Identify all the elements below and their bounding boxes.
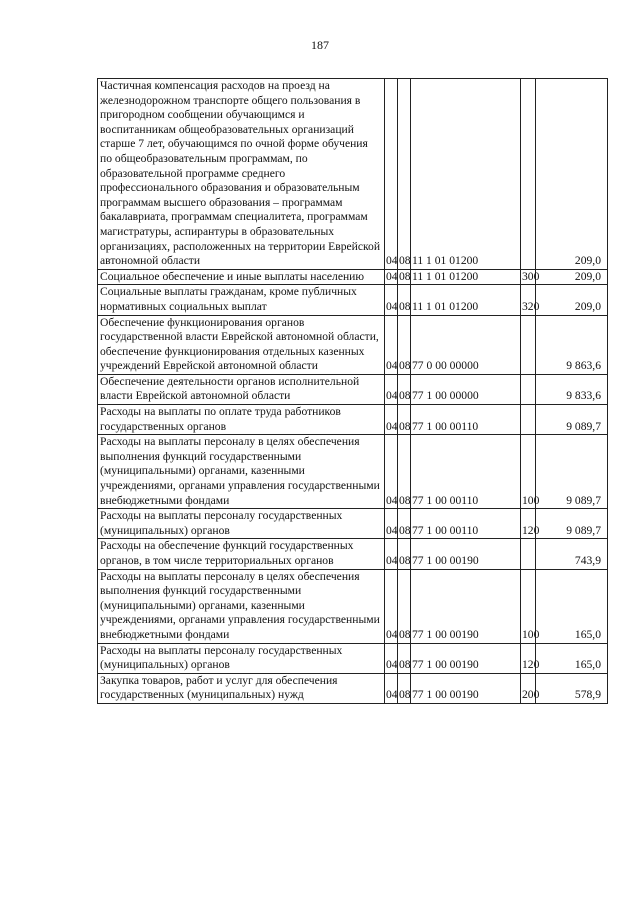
section-code: 04 (385, 315, 398, 374)
amount: 209,0 (536, 79, 608, 270)
expense-name: Расходы на выплаты персоналу в целях обеспечения выполнения функций государственными (муниципальными) органами, казенными учреждениями, органами управления государственными внебюджетными фондами (98, 569, 385, 643)
target-article-code: 77 1 00 00000 (411, 374, 521, 404)
expense-name: Социальное обеспечение и иные выплаты населению (98, 269, 385, 285)
expense-type-code: 200 (521, 673, 536, 703)
amount: 9 089,7 (536, 509, 608, 539)
expense-name: Расходы на выплаты по оплате труда работников государственных органов (98, 405, 385, 435)
expense-name: Расходы на обеспечение функций государственных органов, в том числе территориальных органов (98, 539, 385, 569)
target-article-code: 11 1 01 01200 (411, 79, 521, 270)
expense-name: Обеспечение деятельности органов исполнительной власти Еврейской автономной области (98, 374, 385, 404)
amount: 9 089,7 (536, 435, 608, 509)
table-row (98, 285, 608, 315)
expense-type-code: 120 (521, 509, 536, 539)
expense-type-code (521, 374, 536, 404)
target-article-code: 77 1 00 00110 (411, 405, 521, 435)
expense-type-code (521, 405, 536, 435)
budget-table (97, 78, 608, 704)
expense-type-code: 320 (521, 285, 536, 315)
section-code: 04 (385, 374, 398, 404)
expense-name: Закупка товаров, работ и услуг для обеспечения государственных (муниципальных) нужд (98, 673, 385, 703)
table-row (98, 673, 608, 703)
section-code: 04 (385, 435, 398, 509)
amount: 209,0 (536, 285, 608, 315)
expense-name: Расходы на выплаты персоналу государственных (муниципальных) органов (98, 509, 385, 539)
expense-type-code: 120 (521, 643, 536, 673)
target-article-code: 77 1 00 00110 (411, 509, 521, 539)
section-code: 04 (385, 79, 398, 270)
expense-name: Расходы на выплаты персоналу в целях обеспечения выполнения функций государственными (муниципальными) органами, казенными учреждениями, органами управления государственными внебюджетными фондами (98, 435, 385, 509)
target-article-code: 11 1 01 01200 (411, 269, 521, 285)
subsection-code: 08 (398, 643, 411, 673)
table-row (98, 569, 608, 643)
section-code: 04 (385, 569, 398, 643)
table-row (98, 79, 608, 270)
expense-type-code: 300 (521, 269, 536, 285)
subsection-code: 08 (398, 435, 411, 509)
amount: 209,0 (536, 269, 608, 285)
expense-name: Социальные выплаты гражданам, кроме публичных нормативных социальных выплат (98, 285, 385, 315)
target-article-code: 11 1 01 01200 (411, 285, 521, 315)
amount: 9 089,7 (536, 405, 608, 435)
target-article-code: 77 1 00 00190 (411, 539, 521, 569)
section-code: 04 (385, 269, 398, 285)
amount: 165,0 (536, 643, 608, 673)
subsection-code: 08 (398, 374, 411, 404)
expense-type-code (521, 539, 536, 569)
section-code: 04 (385, 285, 398, 315)
subsection-code: 08 (398, 79, 411, 270)
amount: 9 863,6 (536, 315, 608, 374)
subsection-code: 08 (398, 405, 411, 435)
expense-name: Обеспечение функционирования органов государственной власти Еврейской автономной области, обеспечение функционирования отдельных казенных учреждений Еврейской автономной области (98, 315, 385, 374)
section-code: 04 (385, 405, 398, 435)
target-article-code: 77 1 00 00190 (411, 569, 521, 643)
section-code: 04 (385, 673, 398, 703)
expense-type-code (521, 315, 536, 374)
table-row (98, 509, 608, 539)
table-row (98, 643, 608, 673)
table-row (98, 539, 608, 569)
amount: 165,0 (536, 569, 608, 643)
amount: 9 833,6 (536, 374, 608, 404)
expense-type-code: 100 (521, 569, 536, 643)
amount: 578,9 (536, 673, 608, 703)
expense-type-code: 100 (521, 435, 536, 509)
subsection-code: 08 (398, 569, 411, 643)
section-code: 04 (385, 509, 398, 539)
target-article-code: 77 1 00 00190 (411, 643, 521, 673)
amount: 743,9 (536, 539, 608, 569)
subsection-code: 08 (398, 509, 411, 539)
page-number: 187 (311, 38, 329, 52)
table-row (98, 374, 608, 404)
subsection-code: 08 (398, 285, 411, 315)
section-code: 04 (385, 539, 398, 569)
table-row (98, 435, 608, 509)
expense-name: Расходы на выплаты персоналу государственных (муниципальных) органов (98, 643, 385, 673)
table-row (98, 405, 608, 435)
subsection-code: 08 (398, 673, 411, 703)
target-article-code: 77 1 00 00190 (411, 673, 521, 703)
subsection-code: 08 (398, 315, 411, 374)
table-row (98, 315, 608, 374)
section-code: 04 (385, 643, 398, 673)
expense-type-code (521, 79, 536, 270)
subsection-code: 08 (398, 539, 411, 569)
subsection-code: 08 (398, 269, 411, 285)
expense-name: Частичная компенсация расходов на проезд на железнодорожном транспорте общего пользования в пригородном сообщении обучающимся и воспитанникам общеобразовательных организаций старше 7 лет, обучающимся по очной форме обучения по общеобразовательным программам, по образовательной программе среднего профессионального образования и образовательным программам высшего образования – программам бакалавриата, программам специалитета, программам магистратуры, аспирантуры в образовательных организациях, расположенных на территории Еврейской автономной области (98, 79, 385, 270)
target-article-code: 77 1 00 00110 (411, 435, 521, 509)
target-article-code: 77 0 00 00000 (411, 315, 521, 374)
table-row (98, 269, 608, 285)
